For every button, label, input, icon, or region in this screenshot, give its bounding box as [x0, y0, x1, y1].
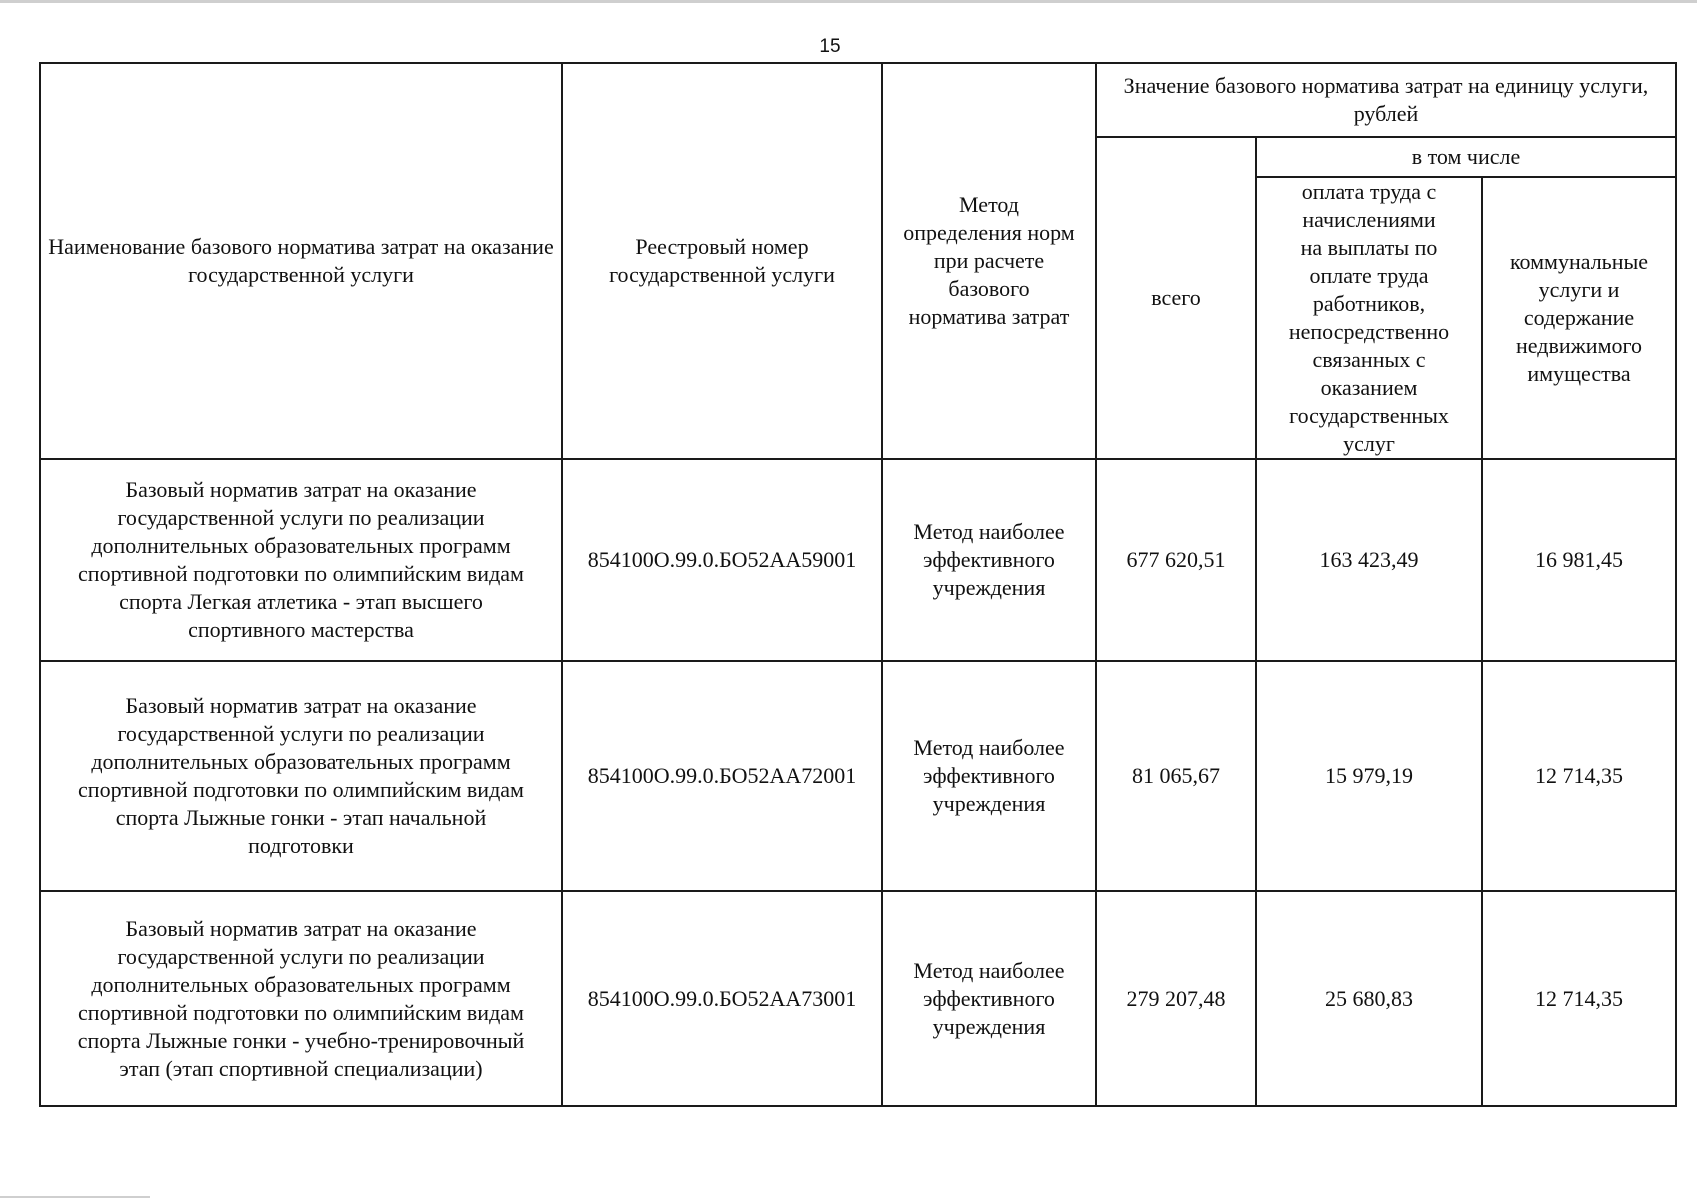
header-name: Наименование базового норматива затрат на оказание государственной услуги: [40, 63, 562, 459]
page-number: 15: [819, 36, 841, 57]
table-row: [40, 459, 1676, 661]
row-labor: 25 680,83: [1256, 891, 1482, 1106]
row-total: 279 207,48: [1096, 891, 1256, 1106]
scan-bottom-edge: [0, 1196, 150, 1198]
header-labor: оплата труда с начислениями на выплаты по оплате труда работников, непосредственно связанных с оказанием государственных услуг: [1256, 177, 1482, 459]
row-utilities: 12 714,35: [1482, 661, 1676, 891]
row-utilities: 12 714,35: [1482, 891, 1676, 1106]
row-registry: 854100О.99.0.БО52АА73001: [562, 891, 882, 1106]
row-utilities: 16 981,45: [1482, 459, 1676, 661]
header-registry: Реестровый номер государственной услуги: [562, 63, 882, 459]
row-name: Базовый норматив затрат на оказание государственной услуги по реализации дополнительных образовательных программ спортивной подготовки по олимпийским видам спорта Легкая атлетика - этап высшего спортивного мастерства: [40, 459, 562, 661]
row-name: Базовый норматив затрат на оказание государственной услуги по реализации дополнительных образовательных программ спортивной подготовки по олимпийским видам спорта Лыжные гонки - этап начальной подготовки: [40, 661, 562, 891]
row-total: 677 620,51: [1096, 459, 1256, 661]
row-registry: 854100О.99.0.БО52АА59001: [562, 459, 882, 661]
row-labor: 15 979,19: [1256, 661, 1482, 891]
row-method: Метод наиболее эффективного учреждения: [882, 459, 1096, 661]
row-method: Метод наиболее эффективного учреждения: [882, 661, 1096, 891]
header-utilities: коммунальные услуги и содержание недвижимого имущества: [1482, 177, 1676, 459]
row-total: 81 065,67: [1096, 661, 1256, 891]
header-including: в том числе: [1256, 137, 1676, 177]
row-name: Базовый норматив затрат на оказание государственной услуги по реализации дополнительных образовательных программ спортивной подготовки по олимпийским видам спорта Лыжные гонки - учебно-тренировочный этап (этап спортивной специализации): [40, 891, 562, 1106]
row-registry: 854100О.99.0.БО52АА72001: [562, 661, 882, 891]
header-method: Метод определения норм при расчете базового норматива затрат: [882, 63, 1096, 459]
table-row: [40, 891, 1676, 1106]
scan-top-edge: [0, 0, 1697, 3]
table-row: [40, 661, 1676, 891]
header-value-group: Значение базового норматива затрат на единицу услуги, рублей: [1096, 63, 1676, 137]
header-row-1: [40, 63, 1676, 137]
cost-standards-table: [39, 62, 1677, 1107]
row-method: Метод наиболее эффективного учреждения: [882, 891, 1096, 1106]
row-labor: 163 423,49: [1256, 459, 1482, 661]
header-total: всего: [1096, 137, 1256, 459]
